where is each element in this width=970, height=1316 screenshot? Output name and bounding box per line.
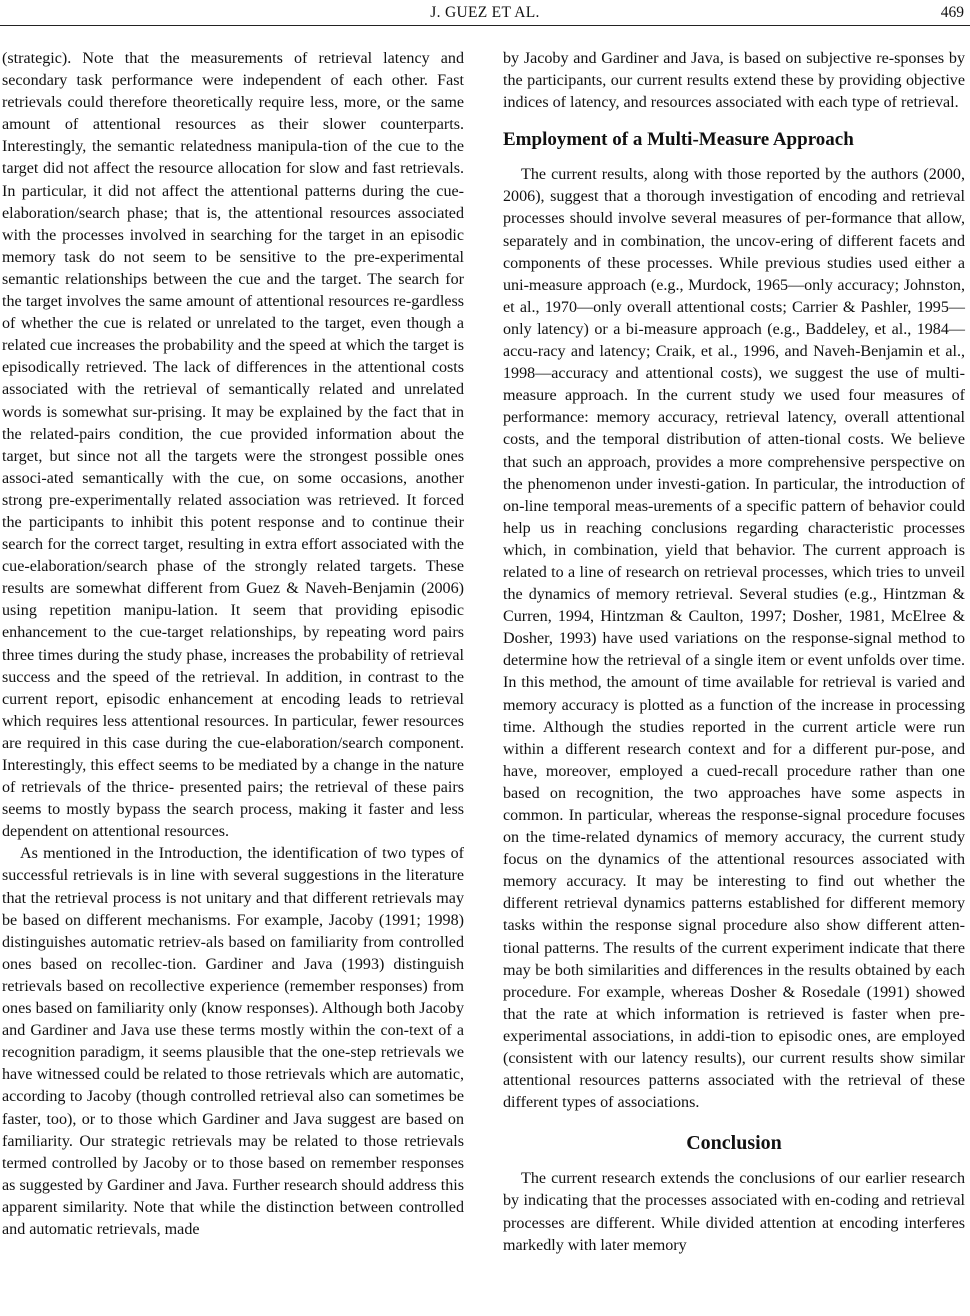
paragraph: (strategic). Note that the measurements of retrieval latency and secondary task performance were independent of each other. Fast retrievals could therefore theoretically require less, more, or the same amount of attentional resources as their slower counterparts. Interestingly, the semantic relatedness manipula-tion of the cue to the target did not affect the resource allocation for slow and fast retrievals. In particular, it did not affect the attentional patterns during the cue-elaboration/search phase; that is, the attentional resources associated with the processes involved in searching for the target in an episodic memory task do not seem to be sensitive to the pre-experimental semantic relationships between the cue and the target. The search for the target involves the same amount of attentional resources re-gardless of whether the cue is related or unrelated to the target, even though a related cue increases the probability and the speed at which the target is episodically retrieved. The lack of differences in the attentional costs associated with the retrieval of semantically related and unrelated words is somewhat sur-prising. It may be explained by the fact that in the related-pairs condition, the cue provided information about the target, but since not all the targets were the strongest possible ones associ-ated semantically with the cue, on some occasions, another strong pre-experimentally related association was retrieved. It forced the participants to inhibit this potent response and to continue their search for the correct target, resulting in extra effort associated with the cue-elaboration/search phase of the strongly related targets. These results are somewhat different from Guez & Naveh-Benjamin (2006) using repetition manipu-lation. It seem that providing episodic enhancement to the cue-target relationships, by repeating word pairs three times during the study phase, increases the probability of retrieval success and the speed of the retrieval. In addition, in contrast to the current report, episodic enhancement at encoding leads to retrieval which requires less attentional resources. In particular, fewer resources are required in this case during the cue-elaboration/search component. Interestingly, this effect seems to be mediated by a change in the nature of retrievals of the thrice- presented pairs; the retrieval of these pairs seems to mostly bypass the search process, making it faster and less dependent on attentional resources. (2, 50, 464, 841)
header-rule (0, 25, 970, 26)
right-column (503, 48, 965, 1257)
paragraph: by Jacoby and Gardiner and Java, is based on subjective re-sponses by the participants, our current results extend these by providing objective indices of latency, and resources associated with each type of retrieval. (503, 50, 965, 112)
running-header (0, 0, 970, 26)
running-head: J. GUEZ ET AL. (430, 4, 540, 21)
paragraph: As mentioned in the Introduction, the identification of two types of successful retrievals is in line with several suggestions in the literature that the retrieval process is not unitary and that different retrievals may be based on different mechanisms. For example, Jacoby (1991; 1998) distinguishes automatic retriev-als based on familiarity from controlled ones based on recollec-tion. Gardiner and Java (1993) distinguish retrievals based on recollective experience (remember responses) from ones based on familiarity only (know responses). Although both Jacoby and Gardiner and Java use these terms mostly within the con-text of a recognition paradigm, it seems plausible that the one-step retrievals we have witnessed could be related to those retrievals which are automatic, according to Jacoby (though controlled retrieval also can sometimes be faster, too), or to those which Gardiner and Java suggest are based on familiarity. Our strategic retrievals may be related to those retrievals termed controlled by Jacoby or to those based on remember responses as suggested by Gardiner and Java. Further research should address this apparent similarity. Note that while the distinction between controlled and automatic retrievals, made (2, 845, 464, 1238)
section-heading: Employment of a Multi-Measure Approach (503, 129, 854, 151)
section-heading-conclusion: Conclusion (686, 1132, 782, 1155)
paragraph: The current research extends the conclusions of our earlier research by indicating that the processes associated with en-coding and retrieval processes are different. While divided attention at encoding interferes markedly with later memory (503, 1170, 965, 1254)
page-number: 469 (940, 4, 964, 21)
left-column (2, 48, 464, 1241)
paragraph: The current results, along with those reported by the authors (2000, 2006), suggest that a thorough investigation of encoding and retrieval processes should involve several measures of per-formance that allow, separately and in combination, the uncov-ering of different facets and components of these processes. While previous studies used either a uni-measure approach (e.g., Murdock, 1965—only accuracy; Johnston, et al., 1970—only overall attentional costs; Carrier & Pashler, 1995—only latency) or a bi-measure approach (e.g., Baddeley, et al., 1984—accu-racy and latency; Craik, et al., 1996, and Naveh-Benjamin et al., 1998—accuracy and attentional costs), we suggest the use of multi-measure approach. In the current study we used four measures of performance: memory accuracy, retrieval latency, overall attentional costs, and the temporal distribution of atten-tional costs. We believe that such an approach, provides a more comprehensive perspective on the phenomenon under investi-gation. In particular, the introduction of on-line temporal meas-urements of a specific pattern of behavior could help us in reaching conclusions regarding characteristic processes which, in combination, yield that behavior. The current approach is related to a line of research on retrieval processes, which tries to unveil the dynamics of memory retrieval. Several studies (e.g., Hintzman & Curren, 1994, Hintzman & Caulton, 1997; Dosher, 1981, McElree & Dosher, 1993) have used variations on the response-signal method to determine how the retrieval of a single item or event unfolds over time. In this method, the amount of time available for retrieval is varied and memory accuracy is plotted as a function of the increase in processing time. Although the studies reported in the current article were run within a different research context and for a different pur-pose, and have, moreover, employed a cued-recall procedure rather than one based on recognition, the two approaches have some aspects in common. In particular, whereas the response-signal procedure focuses on the time-related dynamics of memory accuracy, the current study focus on the dynamics of the attentional resources associated with memory accuracy. It may be interesting to find out whether the different retrieval dynamics patterns established for different memory tasks within the response signal procedure also show different atten-tional patterns. The results of the current experiment indicate that there may be both similarities and differences in the results obtained by each procedure. For example, whereas Dosher & Rosedale (1991) showed that the rate at which information is retrieved is faster when pre-experimental associations, in addi-tion to episodic ones, are employed (consistent with our latency results), our current results show similar attentional resources patterns associated with the retrieval of these different types of associations. (503, 166, 965, 1112)
